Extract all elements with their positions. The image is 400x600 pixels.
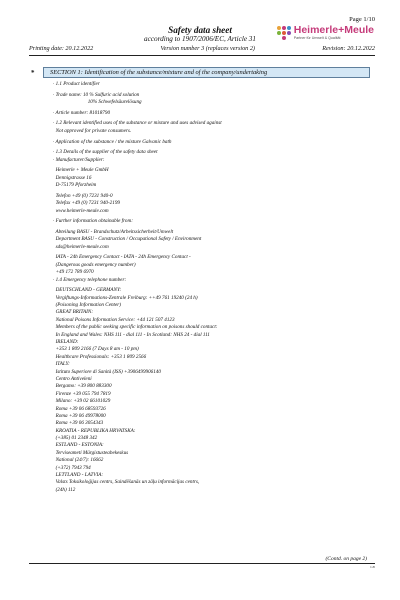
content-line: · Manufacturer/Supplier: — [53, 156, 105, 163]
content-line: Bergamo: +39 800 883300 — [53, 383, 112, 390]
page-number: Page 1/10 — [349, 16, 375, 23]
content-line: Department BASU - Construction / Occupational Safety / Environment — [53, 236, 202, 243]
revision-date: Revision: 20.12.2022 — [322, 45, 375, 52]
content-line: IRELAND: — [53, 338, 79, 345]
content-line: Dennigstrasse 16 — [53, 174, 92, 181]
content-line: Roma +39 06 68593726 — [53, 405, 106, 412]
content-line: · Article number: 81018790 — [53, 109, 111, 116]
content-line: (24h) 112 — [53, 486, 76, 493]
content-line: · Further information obtainable from: — [53, 218, 133, 225]
footer-rule — [29, 563, 375, 564]
content-line: Centro Antiveleni — [53, 375, 92, 382]
content-line: Milano: +39 02 66101029 — [53, 398, 111, 405]
content-line: Telefax +49 (0) 7231 940-2199 — [53, 200, 120, 207]
printing-date: Printing date: 20.12.2022 — [29, 45, 94, 52]
document-title: Safety data sheet — [168, 25, 232, 35]
content-line: · Application of the substance / the mixture Galvanic bath — [53, 138, 172, 145]
logo-name: Heimerle+Meule — [293, 24, 374, 36]
content-line: +353 1 809 2166 (7 Days 8 am - 10 pm) — [53, 346, 139, 353]
content-line: Abteilung BASU - Brandschutz/Arbeitssicherheit/Umwelt — [53, 228, 174, 235]
content-line: ITALY: — [53, 361, 70, 368]
content-line: www.heimerle-meule.com — [53, 207, 109, 214]
content-line: KROATIA - REPUBLIKA HRVATSKA: — [53, 427, 136, 434]
content-line: GREAT BRITAIN: — [53, 309, 94, 316]
content-line: Roma +39 06 49978000 — [53, 412, 106, 419]
content-line: Telefon +49 (0) 7231 940-0 — [53, 192, 113, 199]
content-line: sds@heimerle-meule.com — [53, 243, 109, 250]
section-1-heading — [43, 67, 370, 78]
content-line: DEUTSCHLAND - GERMANY: — [53, 287, 122, 294]
content-line: National Poisons Information Service: +44 121 507 4123 — [53, 316, 175, 323]
content-line: National (24/7): 16662 — [53, 457, 104, 464]
content-line: Healthcare Professionals: +353 1 809 2566 — [53, 353, 147, 360]
version-number: Version number 3 (replaces version 2) — [160, 45, 255, 52]
content-line: D-75179 Pforzheim — [53, 182, 97, 189]
section-1-title: SECTION 1: Identification of the substance/mixture and of the company/undertaking — [50, 69, 268, 76]
meta-row — [29, 45, 375, 52]
content-line: LETTLAND - LATVIA: — [53, 472, 104, 479]
content-line: Vergiftungs-Informations-Zentrale Freiburg: ++49 761 19240 (24 h) — [53, 294, 198, 301]
content-line: In England and Wales: NHS 111 - dial 111 - In Scotland: NHS 24 - dial 111 — [53, 331, 210, 338]
content-line: Istituto Superiore di Sanità (ISS) +3906499906140 — [53, 368, 161, 375]
document-subtitle: according to 1907/2006/EC, Article 31 — [144, 35, 256, 43]
content-line: Members of the public seeking specific information on poisons should contact: — [53, 324, 218, 331]
content-line: Roma +39 06 3054343 — [53, 420, 104, 427]
content-line: Valsts Toksikoloģijas centrs, Saindēšanās un zāļu informācijas centrs, — [53, 479, 200, 486]
change-marker: * — [31, 69, 35, 77]
content-line: Heimerle + Meule GmbH — [53, 167, 109, 174]
content-line: 10% Schwefelsäurelösung — [53, 99, 142, 106]
content-line: · 1.1 Product identifier — [53, 81, 100, 87]
content-line: (Poisoning Information Center) — [53, 302, 121, 309]
header-rule — [29, 55, 375, 56]
country-code: GB — [370, 565, 375, 569]
logo-tagline: Partner für Umwelt & Qualität — [293, 36, 341, 40]
content-line: · 1.2 Relevant identified uses of the substance or mixture and uses advised against — [53, 120, 222, 127]
content-line: +49 172 789 6970 — [53, 269, 94, 276]
content-line: (+372) 7943 794 — [53, 464, 91, 471]
content-line: Not approved for private consumers. — [53, 127, 132, 134]
content-line: · Trade name: 10 % Sulfuric acid solution — [53, 91, 140, 98]
continued-note: (Contd. on page 2) — [325, 556, 367, 562]
content-line: Firenze +39 055 794 7819 — [53, 390, 111, 397]
content-line: · 1.3 Details of the supplier of the safety data sheet — [53, 149, 158, 156]
content-line: Terviseameti Mürgistusteabekeskus — [53, 449, 129, 456]
content-line: IATA - 24h Emergency Contact - IATA - 24h Emergency Contact - — [53, 254, 191, 261]
content-line: ESTLAND - ESTONIA: — [53, 442, 104, 449]
content-line: (Dangerous goods emergency number) — [53, 261, 136, 268]
content-line: · 1.4 Emergency telephone number: — [53, 276, 127, 283]
content-line: (+385) 01 2348 342 — [53, 435, 98, 442]
section-1-content — [53, 81, 375, 494]
